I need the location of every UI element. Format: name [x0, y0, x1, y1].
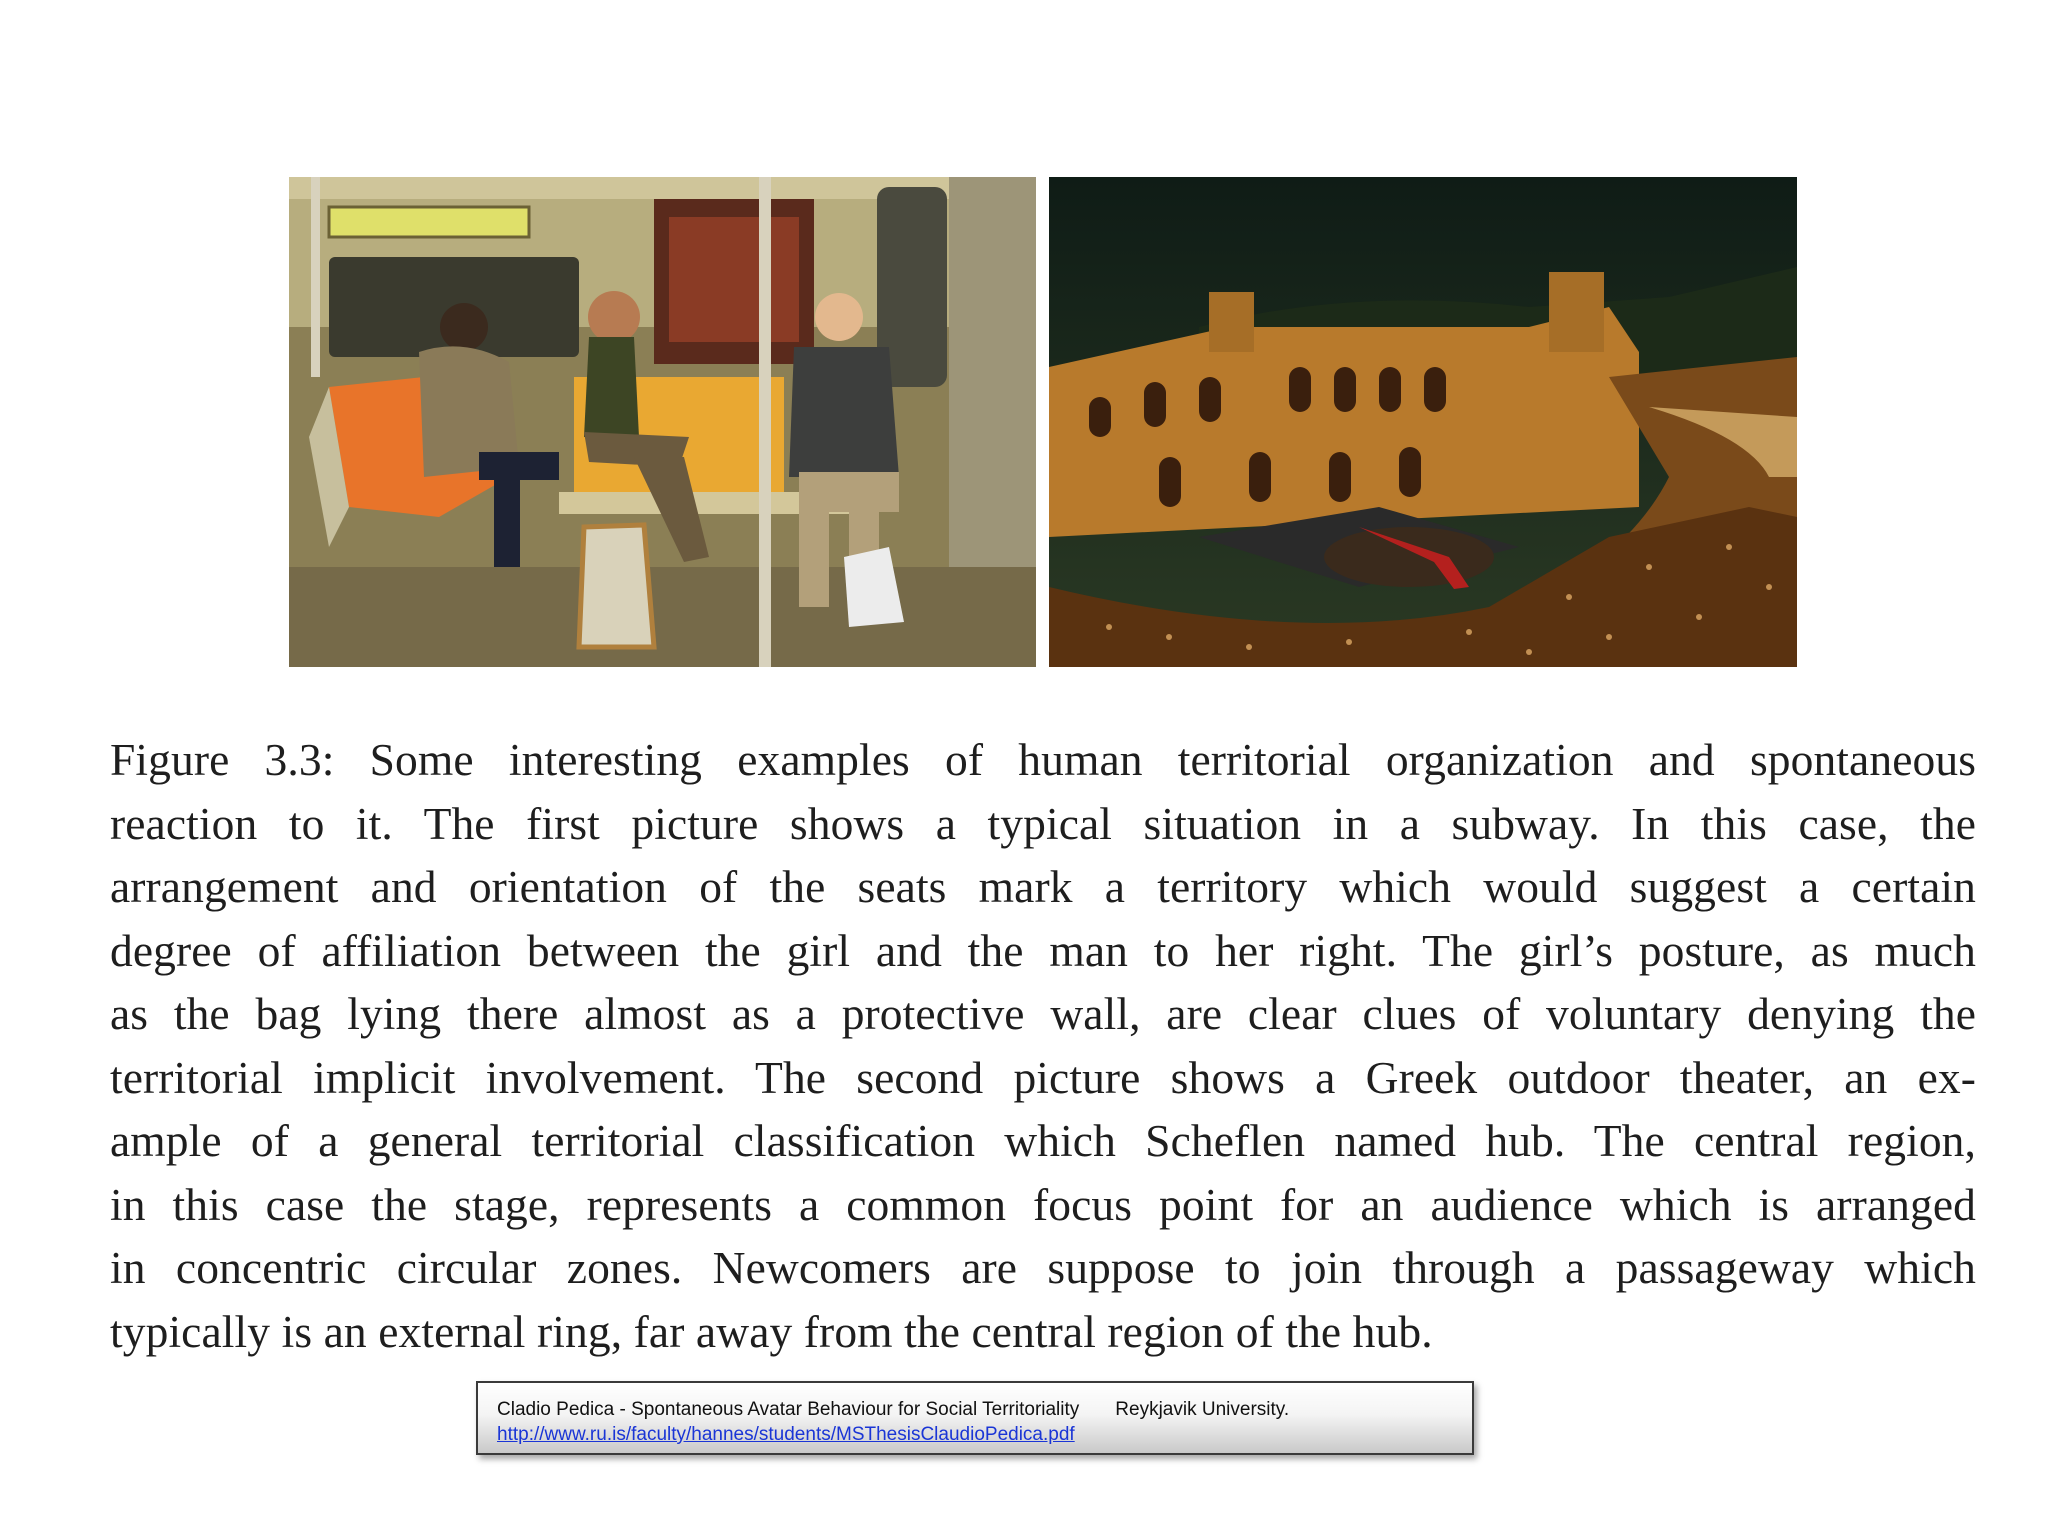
figure-caption: [110, 728, 1976, 1363]
caption-line: ample of a general territorial classification which Scheflen named hub. The central region,: [110, 1115, 1976, 1166]
caption-line: typically is an external ring, far away from the central region of the hub.: [110, 1305, 1433, 1357]
credit-university: Reykjavik University.: [1115, 1399, 1290, 1420]
source-credit-box: [476, 1381, 1474, 1455]
subway-photo: [289, 177, 1036, 667]
caption-line: degree of affiliation between the girl and the man to her right. The girl’s posture, as much: [110, 924, 1976, 976]
caption-line: in this case the stage, represents a common focus point for an audience which is arranged: [110, 1178, 1976, 1230]
thesis-link[interactable]: http://www.ru.is/faculty/hannes/students/MSThesisClaudioPedica.pdf: [497, 1424, 1075, 1445]
caption-line: territorial implicit involvement. The second picture shows a Greek outdoor theater, an ex-: [110, 1051, 1976, 1103]
credit-author-title: Cladio Pedica - Spontaneous Avatar Behaviour for Social Territoriality: [497, 1399, 1080, 1420]
caption-line: reaction to it. The first picture shows a typical situation in a subway. In this case, the: [110, 797, 1976, 849]
caption-line: arrangement and orientation of the seats mark a territory which would suggest a certain: [110, 861, 1976, 912]
caption-line: in concentric circular zones. Newcomers are suppose to join through a passageway which: [110, 1242, 1976, 1293]
greek-theater-photo: [1049, 177, 1797, 667]
caption-line: as the bag lying there almost as a protective wall, are clear clues of voluntary denying the: [110, 988, 1976, 1039]
caption-line: Figure 3.3: Some interesting examples of human territorial organization and spontaneous: [110, 734, 1976, 785]
